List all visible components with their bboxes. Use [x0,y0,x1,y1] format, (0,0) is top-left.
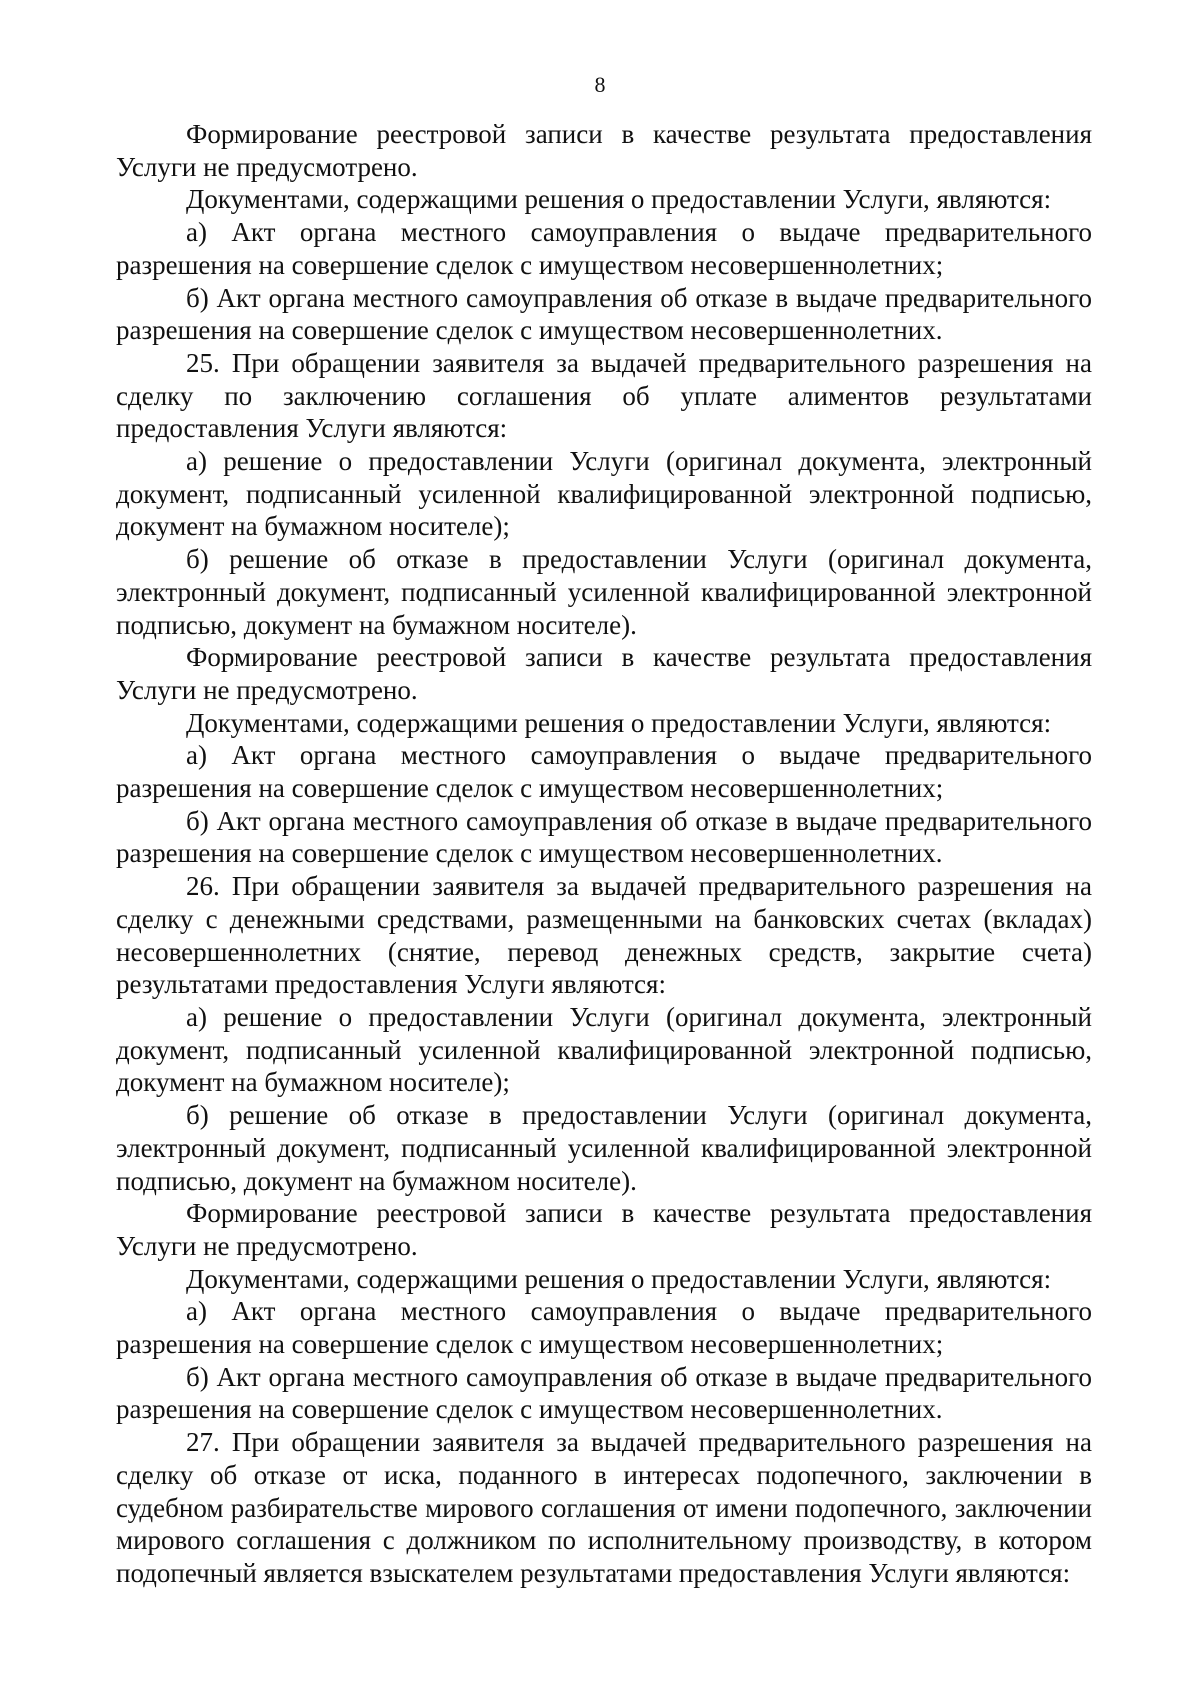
paragraph-registry-note: Формирование реестровой записи в качестве результата предоставления Услуги не предусмотрено. [116,1198,1092,1261]
paragraph-item-a-act: а) Акт органа местного самоуправления о выдаче предварительного разрешения на совершение сделок с имуществом несовершеннолетних; [116,1296,1092,1360]
paragraph-clause-26: 26. При обращении заявителя за выдачей предварительного разрешения на сделку с денежными средствами, размещенными на банковских счетах (вкладах) несовершеннолетних (снятие, перевод денежных средств, закрытие счета) результатами предоставления Услуги являются: [116,871,1092,1000]
paragraph-registry-note: Формирование реестровой записи в качестве результата предоставления Услуги не предусмотрено. [116,119,1092,182]
paragraph-item-b-act: б) Акт органа местного самоуправления об отказе в выдаче предварительного разрешения на совершение сделок с имуществом несовершеннолетних. [116,1361,1092,1425]
paragraph-item-a-decision: а) решение о предоставлении Услуги (оригинал документа, электронный документ, подписанный усиленной квалифицированной электронной подписью, документ на бумажном носителе); [116,1001,1092,1098]
paragraph-item-a-act: а) Акт органа местного самоуправления о выдаче предварительного разрешения на совершение сделок с имуществом несовершеннолетних; [116,217,1092,280]
paragraph-clause-25: 25. При обращении заявителя за выдачей предварительного разрешения на сделку по заключению соглашения об уплате алиментов результатами предоставления Услуги являются: [116,347,1092,444]
paragraph-decision-docs: Документами, содержащими решения о предоставлении Услуги, являются: [186,707,1052,738]
paragraph-clause-27: 27. При обращении заявителя за выдачей предварительного разрешения на сделку об отказе от иска, поданного в интересах подопечного, заключении в судебном разбирательстве мирового соглашения от имени подопечного, заключении мирового соглашения с должником по исполнительному производству, в котором подопечный является взыскателем результатами предоставления Услуги являются: [116,1427,1092,1588]
paragraph-item-b-decision: б) решение об отказе в предоставлении Услуги (оригинал документа, электронный документ, подписанный усиленной квалифицированной электронной подписью, документ на бумажном носителе). [116,544,1092,640]
paragraph-item-a-act: а) Акт органа местного самоуправления о выдаче предварительного разрешения на совершение сделок с имуществом несовершеннолетних; [116,740,1092,804]
paragraph-item-b-act: б) Акт органа местного самоуправления об отказе в выдаче предварительного разрешения на совершение сделок с имуществом несовершеннолетних. [116,282,1092,346]
paragraph-registry-note: Формирование реестровой записи в качестве результата предоставления Услуги не предусмотрено. [116,642,1092,705]
paragraph-item-b-decision: б) решение об отказе в предоставлении Услуги (оригинал документа, электронный документ, подписанный усиленной квалифицированной электронной подписью, документ на бумажном носителе). [116,1100,1092,1196]
page-number: 8 [594,72,606,97]
paragraph-item-a-decision: а) решение о предоставлении Услуги (оригинал документа, электронный документ, подписанный усиленной квалифицированной электронной подписью, документ на бумажном носителе); [116,446,1092,542]
paragraph-item-b-act: б) Акт органа местного самоуправления об отказе в выдаче предварительного разрешения на совершение сделок с имуществом несовершеннолетних. [116,805,1092,869]
document-body [116,118,1092,1590]
paragraph-decision-docs: Документами, содержащими решения о предоставлении Услуги, являются: [186,1263,1052,1294]
paragraph-decision-docs: Документами, содержащими решения о предоставлении Услуги, являются: [186,184,1052,215]
